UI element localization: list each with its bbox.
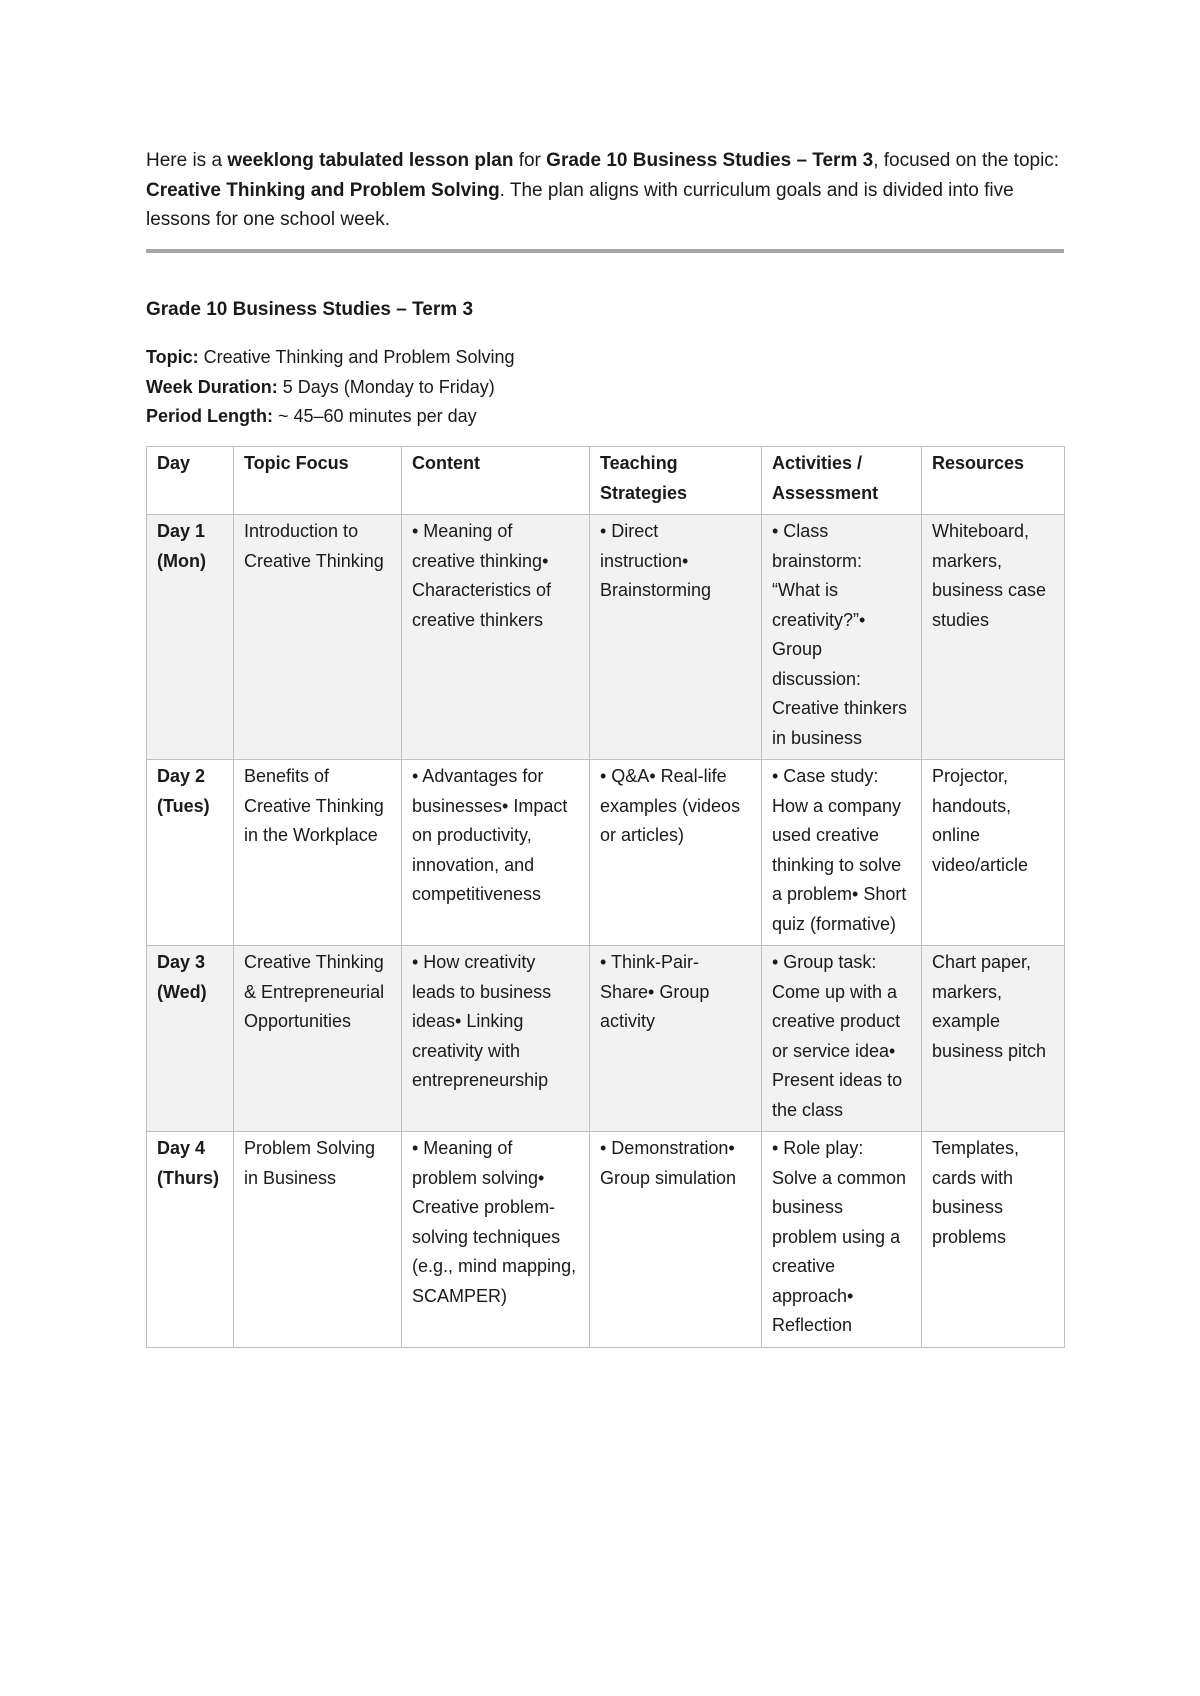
table-row	[147, 946, 1065, 1132]
day-cell	[147, 946, 234, 1132]
intro-text-4: . The plan aligns with curriculum goals and is divided into five lessons for one school week.	[146, 179, 1014, 230]
header-day: Day	[147, 447, 234, 515]
lesson-meta	[146, 343, 515, 432]
intro-bold-topic: Creative Thinking and Problem Solving	[146, 179, 500, 201]
intro-paragraph	[146, 146, 1064, 235]
meta-topic-value: Creative Thinking and Problem Solving	[198, 347, 515, 367]
day-label: Day 1	[157, 521, 206, 541]
content-cell: • Meaning of problem solving• Creative problem-solving techniques (e.g., mind mapping, SCAMPER)	[402, 1132, 590, 1348]
day-short: (Tues)	[157, 795, 210, 816]
day-short: (Wed)	[157, 981, 207, 1002]
activities-cell: • Class brainstorm: “What is creativity?”• Group discussion: Creative thinkers in business	[762, 515, 922, 760]
activities-cell: • Group task: Come up with a creative product or service idea• Present ideas to the class	[762, 946, 922, 1132]
header-resources: Resources	[922, 447, 1065, 515]
topic-cell: Introduction to Creative Thinking	[234, 515, 402, 760]
intro-text-2: for	[513, 150, 547, 171]
day-short: (Mon)	[157, 550, 206, 571]
meta-period-length	[146, 402, 515, 432]
meta-topic	[146, 343, 515, 373]
strategies-cell: • Demonstration• Group simulation	[590, 1132, 762, 1348]
meta-week-value: 5 Days (Monday to Friday)	[277, 376, 495, 397]
content-cell: • How creativity leads to business ideas• Linking creativity with entrepreneurship	[402, 946, 590, 1132]
header-topic-focus: Topic Focus	[234, 447, 402, 515]
table-row	[147, 760, 1065, 946]
table-row	[147, 1132, 1065, 1348]
strategies-cell: • Think-Pair-Share• Group activity	[590, 946, 762, 1132]
meta-period-label: Period Length:	[146, 406, 273, 426]
resources-cell: Templates, cards with business problems	[922, 1132, 1065, 1348]
day-cell	[147, 1132, 234, 1348]
intro-bold-lesson-plan: weeklong tabulated lesson plan	[227, 150, 514, 171]
header-teaching-strategies: Teaching Strategies	[590, 447, 762, 515]
table-header-row	[147, 447, 1065, 515]
day-label: Day 4	[157, 1138, 206, 1158]
meta-period-value: ~ 45–60 minutes per day	[273, 406, 477, 426]
strategies-cell: • Q&A• Real-life examples (videos or articles)	[590, 760, 762, 946]
activities-cell: • Role play: Solve a common business problem using a creative approach• Reflection	[762, 1132, 922, 1348]
intro-text-1: Here is a	[146, 150, 228, 171]
resources-cell: Whiteboard, markers, business case studies	[922, 515, 1065, 760]
activities-cell: • Case study: How a company used creative thinking to solve a problem• Short quiz (formative)	[762, 760, 922, 946]
meta-topic-label: Topic:	[146, 347, 199, 367]
topic-cell: Creative Thinking & Entrepreneurial Opportunities	[234, 946, 402, 1132]
resources-cell: Chart paper, markers, example business pitch	[922, 946, 1065, 1132]
section-title: Grade 10 Business Studies – Term 3	[146, 299, 474, 320]
day-cell	[147, 760, 234, 946]
day-label: Day 3	[157, 952, 206, 972]
content-cell: • Advantages for businesses• Impact on productivity, innovation, and competitiveness	[402, 760, 590, 946]
meta-week-duration	[146, 373, 515, 403]
intro-text-3: , focused on the topic:	[873, 150, 1060, 171]
intro-bold-grade: Grade 10 Business Studies – Term 3	[546, 150, 874, 171]
resources-cell: Projector, handouts, online video/article	[922, 760, 1065, 946]
day-label: Day 2	[157, 766, 206, 786]
strategies-cell: • Direct instruction• Brainstorming	[590, 515, 762, 760]
topic-cell: Problem Solving in Business	[234, 1132, 402, 1348]
day-short: (Thurs)	[157, 1167, 219, 1188]
header-activities-assessment: Activities / Assessment	[762, 447, 922, 515]
header-content: Content	[402, 447, 590, 515]
topic-cell: Benefits of Creative Thinking in the Workplace	[234, 760, 402, 946]
meta-week-label: Week Duration:	[146, 376, 278, 397]
lesson-plan-table	[146, 446, 1065, 1348]
content-cell: • Meaning of creative thinking• Characteristics of creative thinkers	[402, 515, 590, 760]
day-cell	[147, 515, 234, 760]
table-row	[147, 515, 1065, 760]
horizontal-rule	[146, 249, 1064, 253]
